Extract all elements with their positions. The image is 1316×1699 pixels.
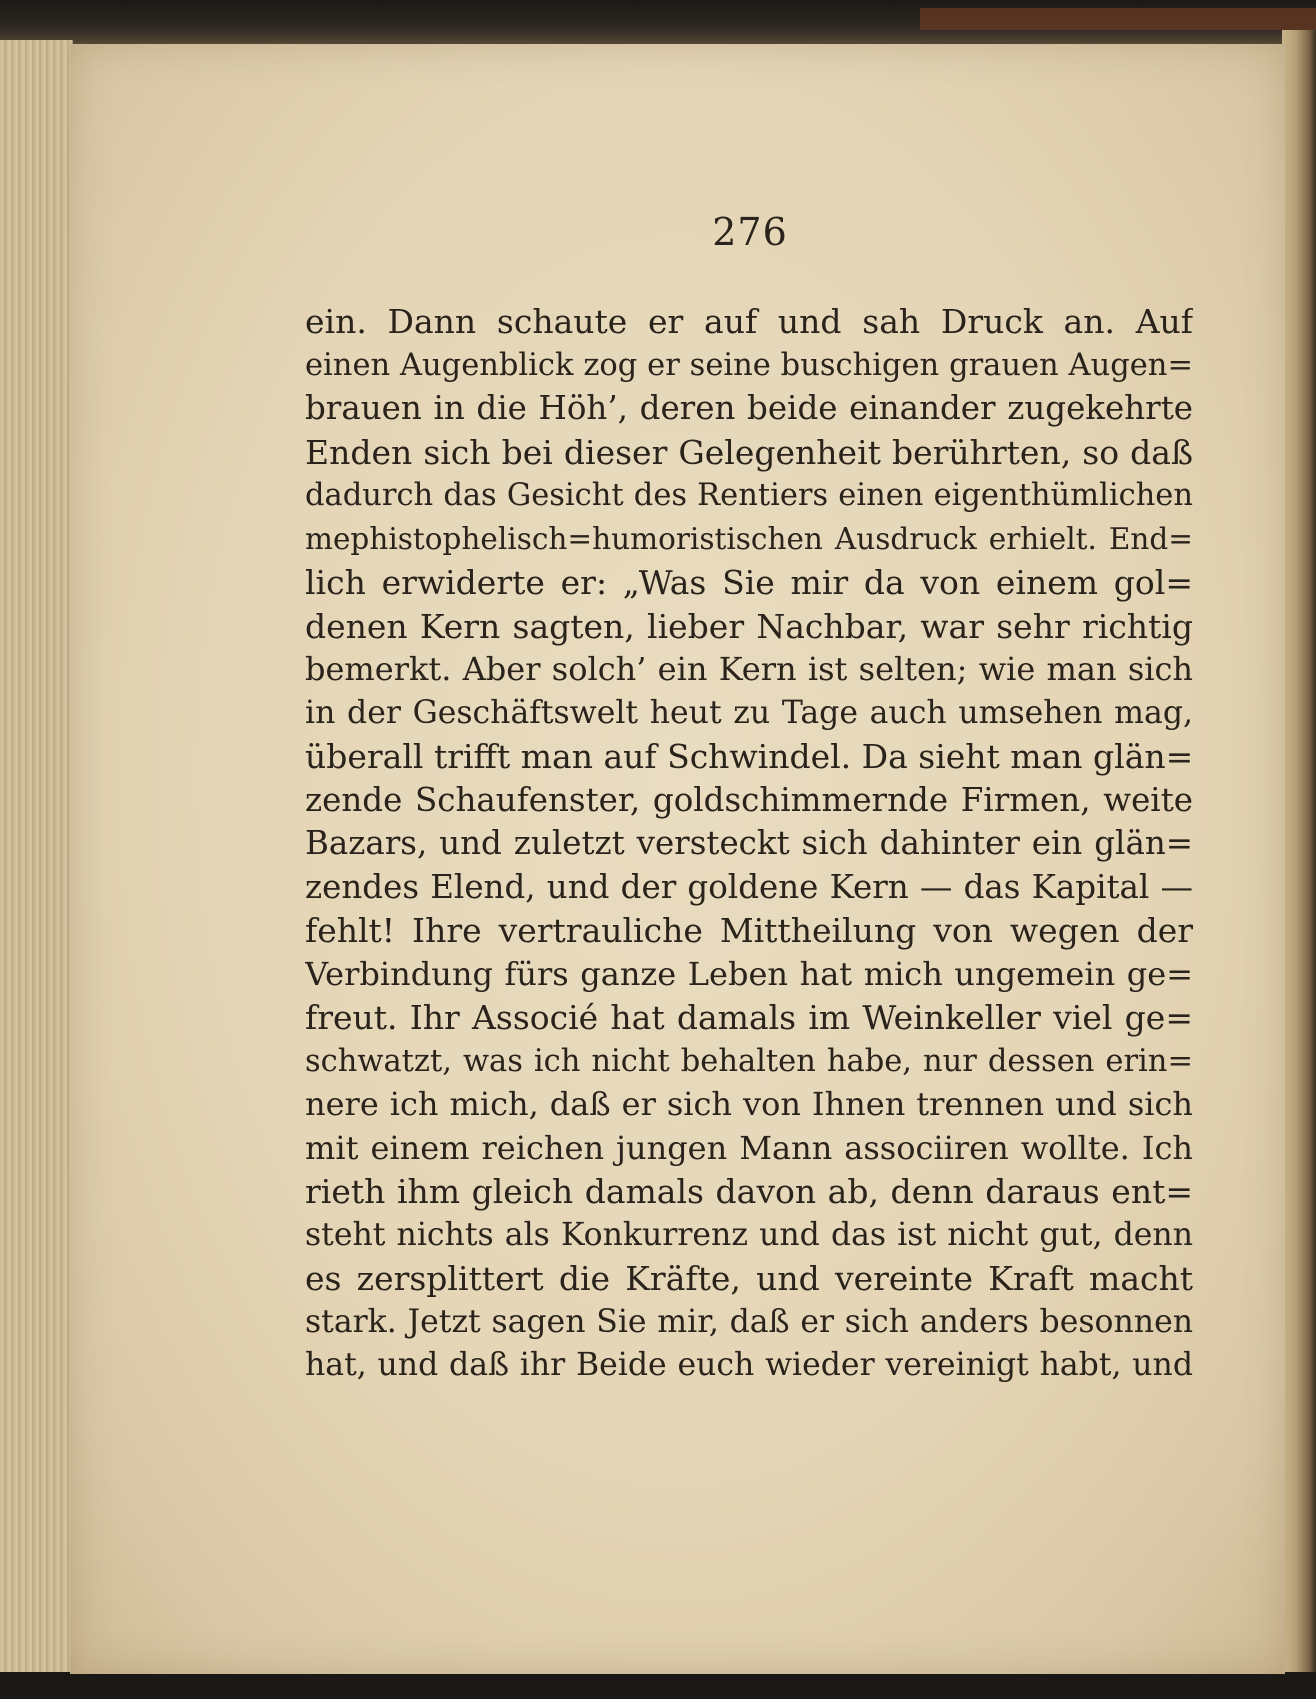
text-line: fehlt! Ihre vertrauliche Mittheilung von wegen der (305, 911, 1193, 950)
text-line: rieth ihm gleich damals davon ab, denn daraus ent= (305, 1172, 1193, 1211)
text-line: mephistophelisch=humoristischen Ausdruck erhielt. End= (305, 521, 1193, 556)
text-line: nere ich mich, daß er sich von Ihnen trennen und sich (305, 1085, 1193, 1123)
text-line: freut. Ihr Associé hat damals im Weinkeller viel ge= (305, 998, 1193, 1037)
text-line: lich erwiderte er: „Was Sie mir da von einem gol= (305, 563, 1193, 602)
binding-strip (920, 8, 1316, 30)
page-number: 276 (712, 210, 788, 254)
text-line: bemerkt. Aber solch’ ein Kern ist selten; wie man sich (305, 650, 1193, 688)
text-line: stark. Jetzt sagen Sie mir, daß er sich anders besonnen (305, 1303, 1193, 1340)
book-bottom-edge (0, 1672, 1316, 1699)
text-line: in der Geschäftswelt heut zu Tage auch umsehen mag, (305, 694, 1193, 731)
body-text (305, 300, 1193, 1388)
text-line: überall trifft man auf Schwindel. Da sieht man glän= (305, 737, 1193, 776)
text-line: brauen in die Höh’, deren beide einander zugekehrte (305, 389, 1193, 427)
text-line: denen Kern sagten, lieber Nachbar, war sehr richtig (305, 606, 1193, 646)
left-page-edges (0, 40, 73, 1680)
text-line: ein. Dann schaute er auf und sah Druck an. Auf (305, 302, 1193, 341)
text-line: dadurch das Gesicht des Rentiers einen eigenthümlichen (305, 478, 1193, 513)
text-line: einen Augenblick zog er seine buschigen grauen Augen= (305, 347, 1193, 383)
book-top-binding (0, 0, 1316, 46)
text-line: Bazars, und zuletzt versteckt sich dahinter ein glän= (305, 824, 1193, 862)
text-line: mit einem reichen jungen Mann associiren wollte. Ich (305, 1128, 1193, 1167)
text-line: Enden sich bei dieser Gelegenheit berührten, so daß (305, 432, 1193, 472)
right-page-edge (1282, 30, 1316, 1680)
text-line: es zersplittert die Kräfte, und vereinte Kraft macht (305, 1259, 1193, 1298)
text-line: hat, und daß ihr Beide euch wieder vereinigt habt, und (305, 1347, 1193, 1383)
text-line: zende Schaufenster, goldschimmernde Firmen, weite (305, 780, 1193, 819)
text-line: zendes Elend, und der goldene Kern — das Kapital — (305, 867, 1193, 906)
text-line: schwatzt, was ich nicht behalten habe, nur dessen erin= (305, 1043, 1193, 1079)
text-line: steht nichts als Konkurrenz und das ist nicht gut, denn (305, 1216, 1193, 1253)
text-line: Verbindung fürs ganze Leben hat mich ungemein ge= (305, 954, 1193, 993)
